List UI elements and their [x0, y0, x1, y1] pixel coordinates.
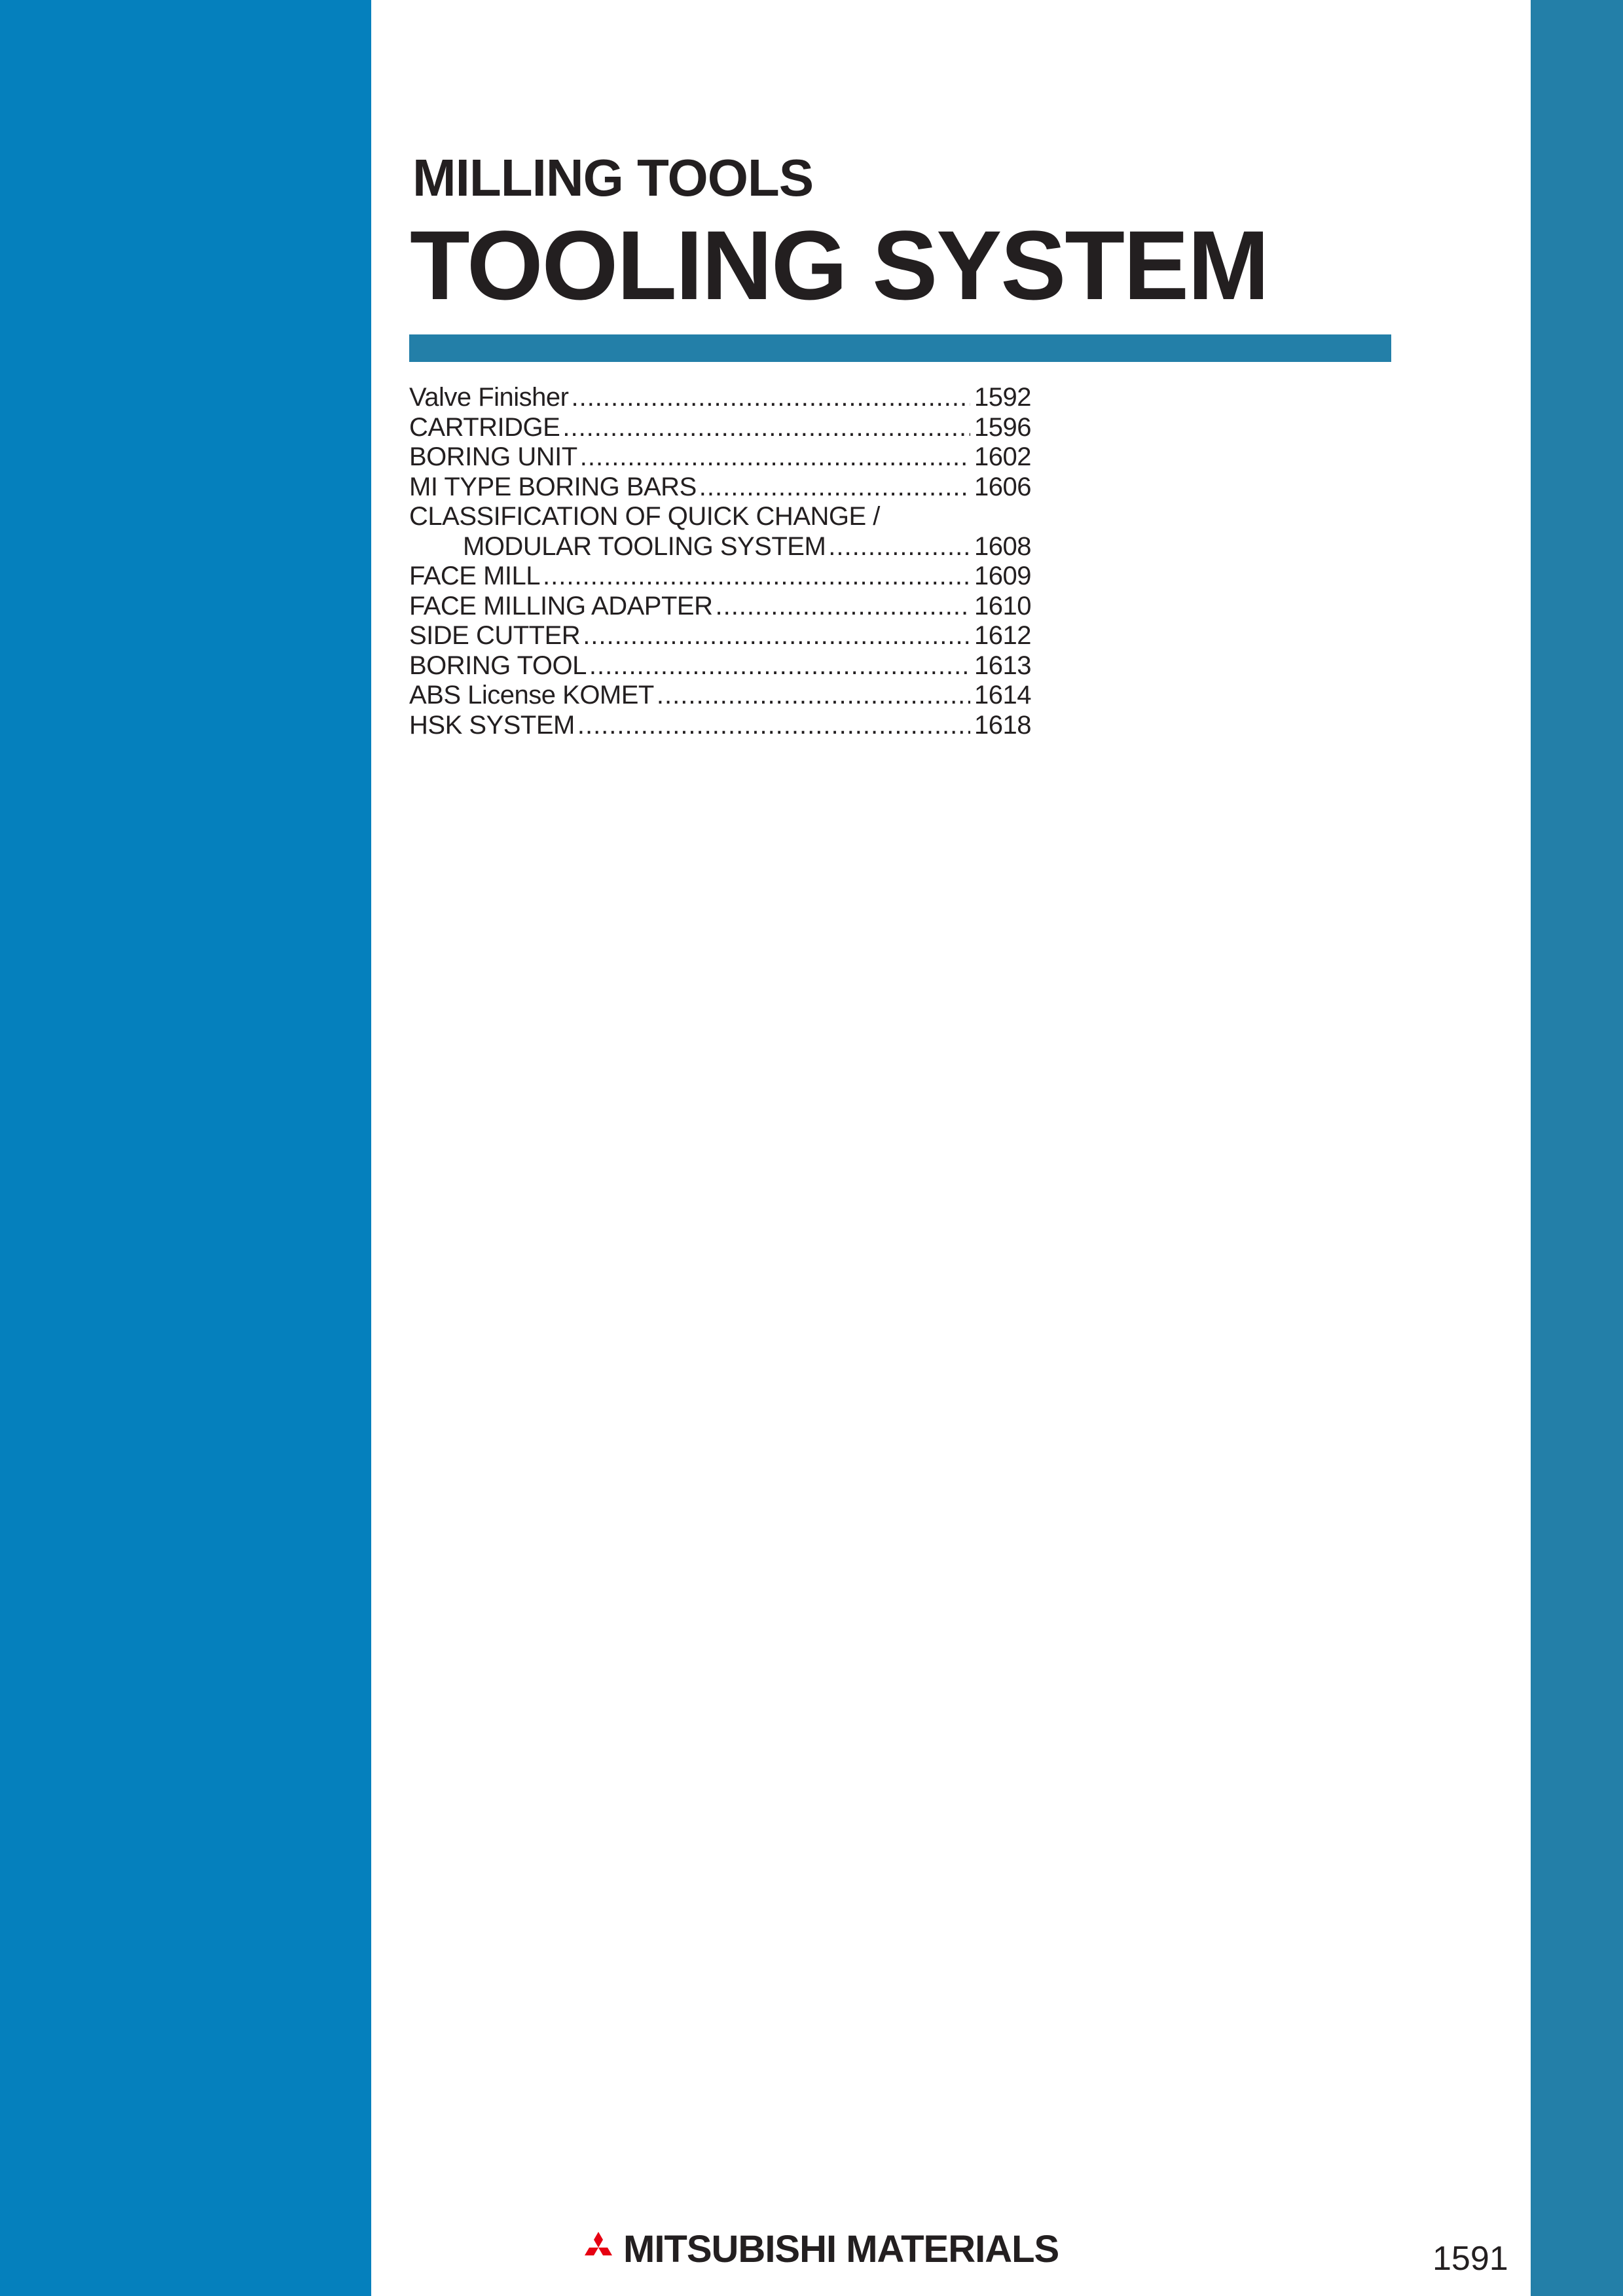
toc-entry-page: 1613 [974, 651, 1031, 680]
toc-entry-label: FACE MILLING ADAPTER [409, 591, 713, 620]
toc-entry-page: 1610 [974, 591, 1031, 620]
toc-entry-mi-type-boring-bars[interactable] [409, 473, 1031, 503]
toc-entry-label: SIDE CUTTER [409, 621, 581, 650]
toc-entry-abs-license-komet[interactable] [409, 681, 1031, 711]
toc-entry-label: Valve Finisher [409, 383, 569, 412]
toc-leader-dots [657, 681, 970, 711]
toc-entry-classification-line1[interactable] [409, 502, 1031, 532]
section-subtitle: MILLING TOOLS [412, 149, 814, 207]
toc-entry-label: CARTRIDGE [409, 412, 560, 442]
toc-entry-cartridge[interactable] [409, 413, 1031, 443]
toc-entry-page: 1614 [974, 681, 1031, 709]
brand-wordmark: MITSUBISHI MATERIALS [623, 2227, 1059, 2270]
left-color-band [0, 0, 371, 2296]
three-diamonds-logo-icon [577, 2231, 619, 2267]
toc-entry-page: 1606 [974, 472, 1031, 501]
toc-entry-label: ABS License KOMET [409, 681, 654, 709]
toc-leader-dots [577, 711, 970, 741]
toc-entry-label: BORING UNIT [409, 442, 577, 471]
toc-entry-page: 1608 [974, 531, 1031, 561]
toc-entry-valve-finisher[interactable] [409, 383, 1031, 413]
toc-entry-page: 1596 [974, 412, 1031, 442]
toc-leader-dots [699, 473, 970, 503]
toc-entry-label: CLASSIFICATION OF QUICK CHANGE / [409, 502, 880, 531]
brand-logo [577, 2229, 1059, 2269]
right-color-band [1531, 0, 1623, 2296]
page-title: TOOLING SYSTEM [410, 210, 1269, 320]
toc-entry-label: HSK SYSTEM [409, 710, 575, 740]
toc-entry-page: 1612 [974, 621, 1031, 650]
toc-entry-page: 1602 [974, 442, 1031, 471]
toc-entry-page: 1592 [974, 383, 1031, 412]
title-underline-bar [409, 334, 1391, 362]
toc-entry-classification-line2[interactable] [409, 532, 1031, 562]
toc-entry-boring-unit[interactable] [409, 442, 1031, 473]
toc-entry-face-milling-adapter[interactable] [409, 592, 1031, 622]
toc-entry-face-mill[interactable] [409, 562, 1031, 592]
toc-entry-side-cutter[interactable] [409, 621, 1031, 651]
toc-leader-dots [583, 621, 970, 651]
toc-leader-dots [543, 562, 970, 592]
toc-entry-label: BORING TOOL [409, 651, 587, 680]
toc-leader-dots [562, 413, 970, 443]
toc-leader-dots [589, 651, 970, 681]
toc-entry-page: 1609 [974, 562, 1031, 590]
toc-entry-boring-tool[interactable] [409, 651, 1031, 681]
toc-entry-hsk-system[interactable] [409, 711, 1031, 741]
toc-leader-dots [571, 383, 970, 413]
toc-entry-label-continuation: MODULAR TOOLING SYSTEM [463, 531, 826, 561]
toc-leader-dots [580, 442, 970, 473]
toc-entry-page: 1618 [974, 710, 1031, 740]
table-of-contents [409, 383, 1031, 740]
toc-entry-label: FACE MILL [409, 562, 541, 590]
toc-leader-dots [828, 532, 970, 562]
page-number: 1591 [1432, 2240, 1508, 2278]
toc-entry-label: MI TYPE BORING BARS [409, 472, 697, 501]
toc-leader-dots [715, 592, 970, 622]
